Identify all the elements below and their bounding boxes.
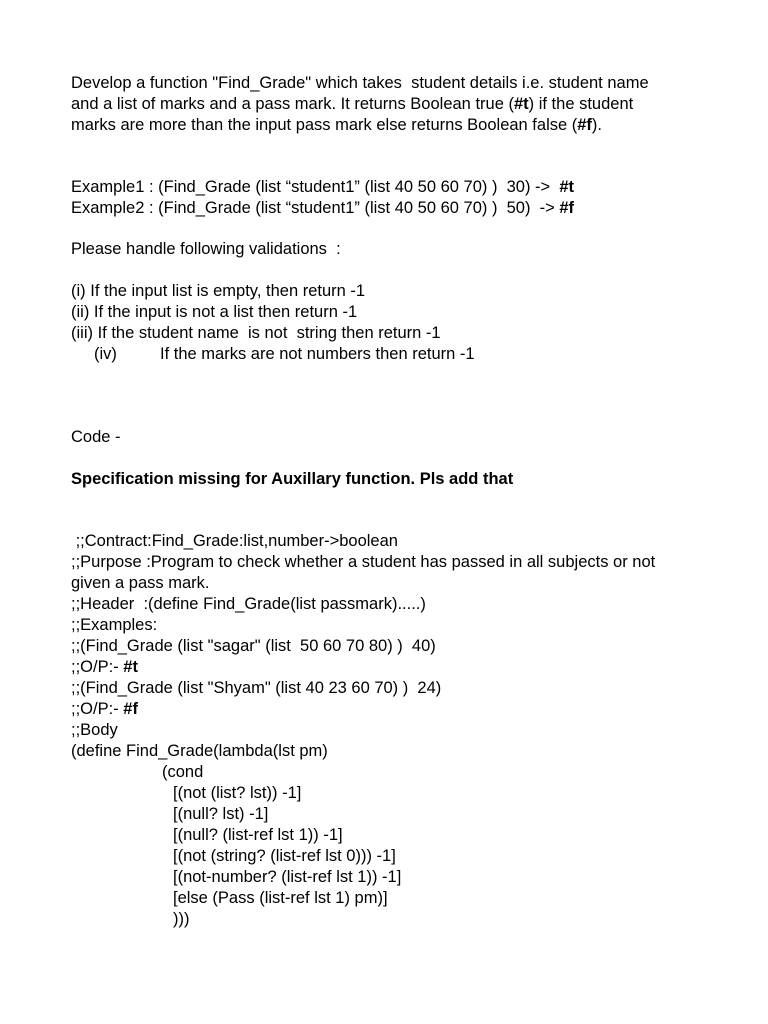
code-line-body: ;;Body: [71, 721, 118, 739]
example-text: Example2 : (Find_Grade (list “student1” (list 40 50 60 70) ) 50) ->: [71, 199, 560, 217]
intro-text: marks are more than the input pass mark else returns Boolean false (: [71, 116, 578, 134]
example-2: [71, 198, 574, 218]
validation-item: (i) If the input list is empty, then return -1: [71, 282, 366, 300]
output-value: #t: [123, 658, 138, 676]
intro-text: ).: [591, 116, 603, 134]
intro-line-1: [71, 73, 649, 93]
code-line-purpose-cont: given a pass mark.: [71, 574, 210, 592]
code-line-example-2: ;;(Find_Grade (list "Shyam" (list 40 23 60 70) ) 24): [71, 679, 442, 697]
code-line-clause-2: [(null? lst) -1]: [173, 805, 269, 823]
code-line-output-2: [71, 699, 138, 719]
code-line-clause-4: [(not (string? (list-ref lst 0))) -1]: [173, 847, 396, 865]
code-line-example-1: ;;(Find_Grade (list "sagar" (list 50 60 70 80) ) 40): [71, 637, 436, 655]
output-label: ;;O/P:-: [71, 700, 124, 718]
output-label: ;;O/P:-: [71, 658, 124, 676]
intro-line-2: [71, 94, 633, 114]
intro-text: and a list of marks and a pass mark. It returns Boolean true (: [71, 95, 514, 113]
code-line-examples: ;;Examples:: [71, 616, 158, 634]
code-line-header: ;;Header :(define Find_Grade(list passmark).....): [71, 595, 426, 613]
code-line-cond: (cond: [162, 763, 204, 781]
code-line-output-1: [71, 657, 138, 677]
code-heading: Code -: [71, 428, 121, 446]
validation-item: (iii) If the student name is not string then return -1: [71, 324, 441, 342]
code-line-close: ))): [173, 910, 190, 928]
intro-line-3: [71, 115, 602, 135]
intro-text: ) if the student: [528, 95, 634, 113]
code-line-clause-1: [(not (list? lst)) -1]: [173, 784, 302, 802]
example-result: #t: [559, 178, 575, 196]
validation-item-4-number: (iv): [94, 345, 117, 363]
validation-item-4-text: If the marks are not numbers then return -1: [160, 345, 475, 363]
review-note: Specification missing for Auxillary function. Pls add that: [71, 470, 514, 488]
example-result: #f: [559, 199, 575, 217]
example-1: [71, 177, 574, 197]
code-line-define: (define Find_Grade(lambda(lst pm): [71, 742, 328, 760]
code-line-contract: ;;Contract:Find_Grade:list,number->boolean: [71, 532, 398, 550]
boolean-false-token: #f: [577, 116, 592, 134]
output-value: #f: [123, 700, 138, 718]
code-line-clause-5: [(not-number? (list-ref lst 1)) -1]: [173, 868, 402, 886]
boolean-true-token: #t: [513, 95, 529, 113]
validations-heading: Please handle following validations :: [71, 240, 341, 258]
intro-text: Develop a function "Find_Grade" which takes student details i.e. student name: [71, 74, 649, 92]
code-line-clause-6: [else (Pass (list-ref lst 1) pm)]: [173, 889, 388, 907]
example-text: Example1 : (Find_Grade (list “student1” (list 40 50 60 70) ) 30) ->: [71, 178, 560, 196]
code-line-clause-3: [(null? (list-ref lst 1)) -1]: [173, 826, 343, 844]
code-line-purpose: ;;Purpose :Program to check whether a student has passed in all subjects or not: [71, 553, 656, 571]
validation-item: (ii) If the input is not a list then return -1: [71, 303, 358, 321]
